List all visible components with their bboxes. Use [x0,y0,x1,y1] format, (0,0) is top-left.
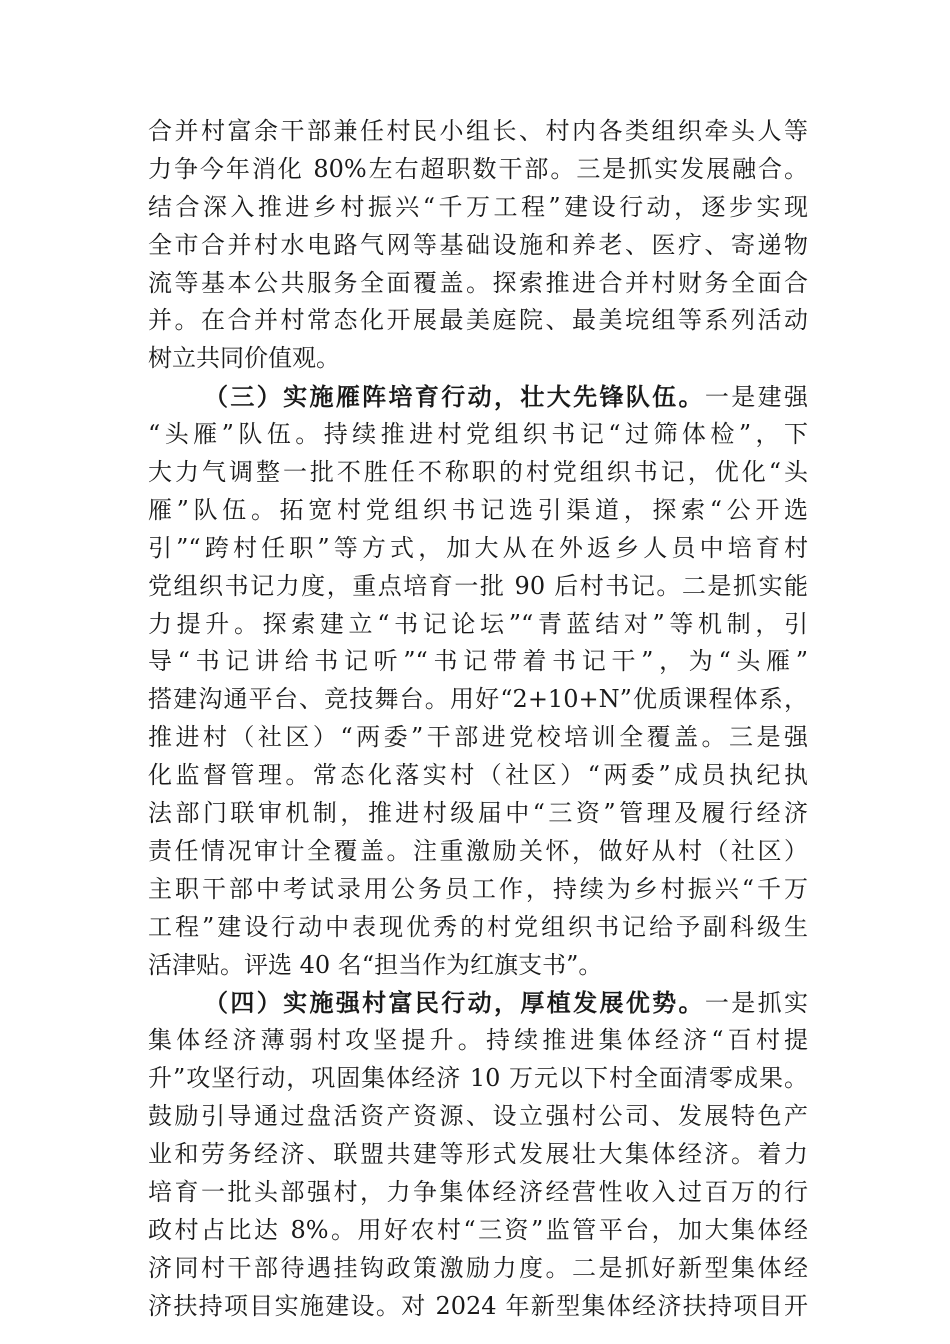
text-run: 一是抓实 [704,989,808,1018]
text-line [148,568,808,606]
text-run: 党组织书记力度，重点培育一批 90 后村书记。二是抓实能 [148,571,808,600]
text-run: 法部门联审机制，推进村级届中“三资”管理及履行经济 [148,799,808,828]
text-line [148,1174,808,1212]
text-run: 化监督管理。常态化落实村（社区）“两委”成员执纪执 [148,761,808,790]
text-line [148,606,808,644]
text-line [148,113,808,151]
text-run: 大力气调整一批不胜任不称职的村党组织书记，优化“头 [148,458,808,487]
text-line [148,1212,808,1250]
text-run: 力争今年消化 80%左右超职数干部。三是抓实发展融合。 [148,154,808,183]
text-line [148,416,808,454]
section-heading: （四）实施强村富民行动，厚植发展优势。 [204,988,705,1018]
text-run: 业和劳务经济、联盟共建等形式发展壮大集体经济。着力 [148,1140,808,1169]
text-line [148,302,808,340]
text-run: 合并村富余干部兼任村民小组长、村内各类组织牵头人等 [148,117,808,145]
text-run: 推进村（社区）“两委”干部进党校培训全覆盖。三是强 [148,723,808,752]
text-line [148,1136,808,1174]
text-run: 力提升。探索建立“书记论坛”“青蓝结对”等机制，引 [148,609,808,638]
text-run: 并。在合并村常态化开展最美庭院、最美垸组等系列活动 [148,306,808,335]
text-run: 工程”建设行动中表现优秀的村党组织书记给予副科级生 [148,912,808,941]
text-run: 树立共同价值观。 [148,344,340,373]
text-run: 结合深入推进乡村振兴“千万工程”建设行动，逐步实现 [148,192,808,221]
text-line [148,947,808,985]
text-line [148,530,808,568]
text-line [148,1250,808,1288]
text-line [148,454,808,492]
text-run: 培育一批头部强村，力争集体经济经营性收入过百万的行 [148,1177,808,1206]
text-line [148,681,808,719]
text-run: 雁”队伍。拓宽村党组织书记选引渠道，探索“公开选 [148,495,808,524]
text-run: 鼓励引导通过盘活资产资源、设立强村公司、发展特色产 [148,1102,808,1131]
text-run: 引”“跨村任职”等方式，加大从在外返乡人员中培育村 [148,533,808,562]
text-line [148,719,808,757]
text-run: 一是建强 [704,383,808,412]
section-heading: （三）实施雁阵培育行动，壮大先锋队伍。 [204,382,705,412]
text-line [148,189,808,227]
text-line [148,757,808,795]
text-run: 活津贴。评选 40 名“担当作为红旗支书”。 [148,950,603,979]
text-line [148,643,808,681]
text-run: 政村占比达 8%。用好农村“三资”监管平台，加大集体经 [148,1215,808,1244]
text-line [148,340,808,378]
text-run: 流等基本公共服务全面覆盖。探索推进合并村财务全面合 [148,268,808,297]
text-line [148,909,808,947]
body-text [148,113,808,1326]
text-line [148,1288,808,1326]
text-run: 责任情况审计全覆盖。注重激励关怀，做好从村（社区） [148,836,808,865]
text-run: 集体经济薄弱村攻坚提升。持续推进集体经济“百村提 [148,1026,808,1055]
text-line [148,833,808,871]
text-line [148,492,808,530]
text-run: “头雁”队伍。持续推进村党组织书记“过筛体检”，下 [148,420,808,449]
text-line [148,1098,808,1136]
text-run: 济同村干部待遇挂钩政策激励力度。二是抓好新型集体经 [148,1253,808,1282]
text-run: 导“书记讲给书记听”“书记带着书记干”，为“头雁” [148,647,808,676]
text-run: 济扶持项目实施建设。对 2024 年新型集体经济扶持项目开 [148,1291,808,1320]
text-line [148,1060,808,1098]
text-line [148,151,808,189]
text-line [148,265,808,303]
section-heading-line [148,984,808,1022]
section-heading-line [148,378,808,416]
text-line [148,227,808,265]
text-run: 升”攻坚行动，巩固集体经济 10 万元以下村全面清零成果。 [148,1064,808,1093]
text-run: 主职干部中考试录用公务员工作，持续为乡村振兴“千万 [148,874,808,903]
text-line [148,1022,808,1060]
text-line [148,871,808,909]
text-run: 搭建沟通平台、竞技舞台。用好“2+10+N”优质课程体系， [148,685,808,714]
text-run: 全市合并村水电路气网等基础设施和养老、医疗、寄递物 [148,230,808,259]
text-line [148,795,808,833]
